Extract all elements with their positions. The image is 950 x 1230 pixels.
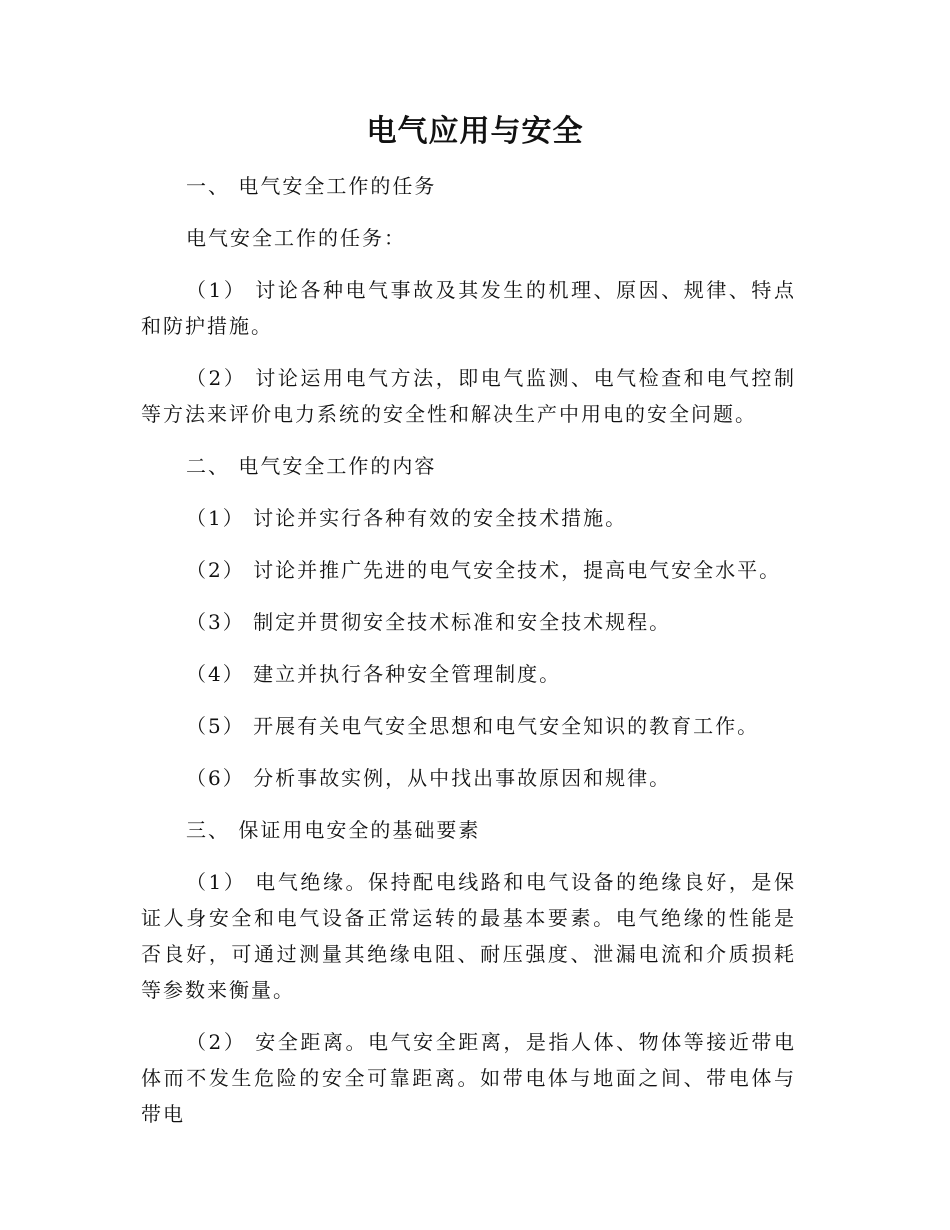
section-heading: 二、 电气安全工作的内容 <box>186 454 437 478</box>
list-item: （1） 讨论各种电气事故及其发生的机理、原因、规律、特点和防护措施。 <box>141 278 796 338</box>
section-heading: 三、 保证用电安全的基础要素 <box>186 818 481 842</box>
list-item: （1） 讨论并实行各种有效的安全技术措施。 <box>186 506 628 530</box>
list-item: （2） 讨论并推广先进的电气安全技术，提高电气安全水平。 <box>186 558 782 582</box>
document-title: 电气应用与安全 <box>366 114 584 149</box>
list-item: （2） 讨论运用电气方法，即电气监测、电气检查和电气控制等方法来评价电力系统的安全性和解决生产中用电的安全问题。 <box>141 366 796 426</box>
list-item: （2） 安全距离。电气安全距离，是指人体、物体等接近带电体而不发生危险的安全可靠距离。如带电体与地面之间、带电体与带电 <box>141 1030 796 1126</box>
list-item: （5） 开展有关电气安全思想和电气安全知识的教育工作。 <box>186 714 760 738</box>
section-intro: 电气安全工作的任务： <box>186 226 406 250</box>
list-item: （6） 分析事故实例，从中找出事故原因和规律。 <box>186 766 672 790</box>
list-item: （4） 建立并执行各种安全管理制度。 <box>186 662 562 686</box>
list-item: （3） 制定并贯彻安全技术标准和安全技术规程。 <box>186 610 672 634</box>
section-heading: 一、 电气安全工作的任务 <box>186 174 437 198</box>
list-item: （1） 电气绝缘。保持配电线路和电气设备的绝缘良好，是保证人身安全和电气设备正常运转的最基本要素。电气绝缘的性能是否良好，可通过测量其绝缘电阻、耐压强度、泄漏电流和介质损耗等参数来衡量。 <box>141 870 796 1002</box>
document-body <box>141 168 796 1132</box>
